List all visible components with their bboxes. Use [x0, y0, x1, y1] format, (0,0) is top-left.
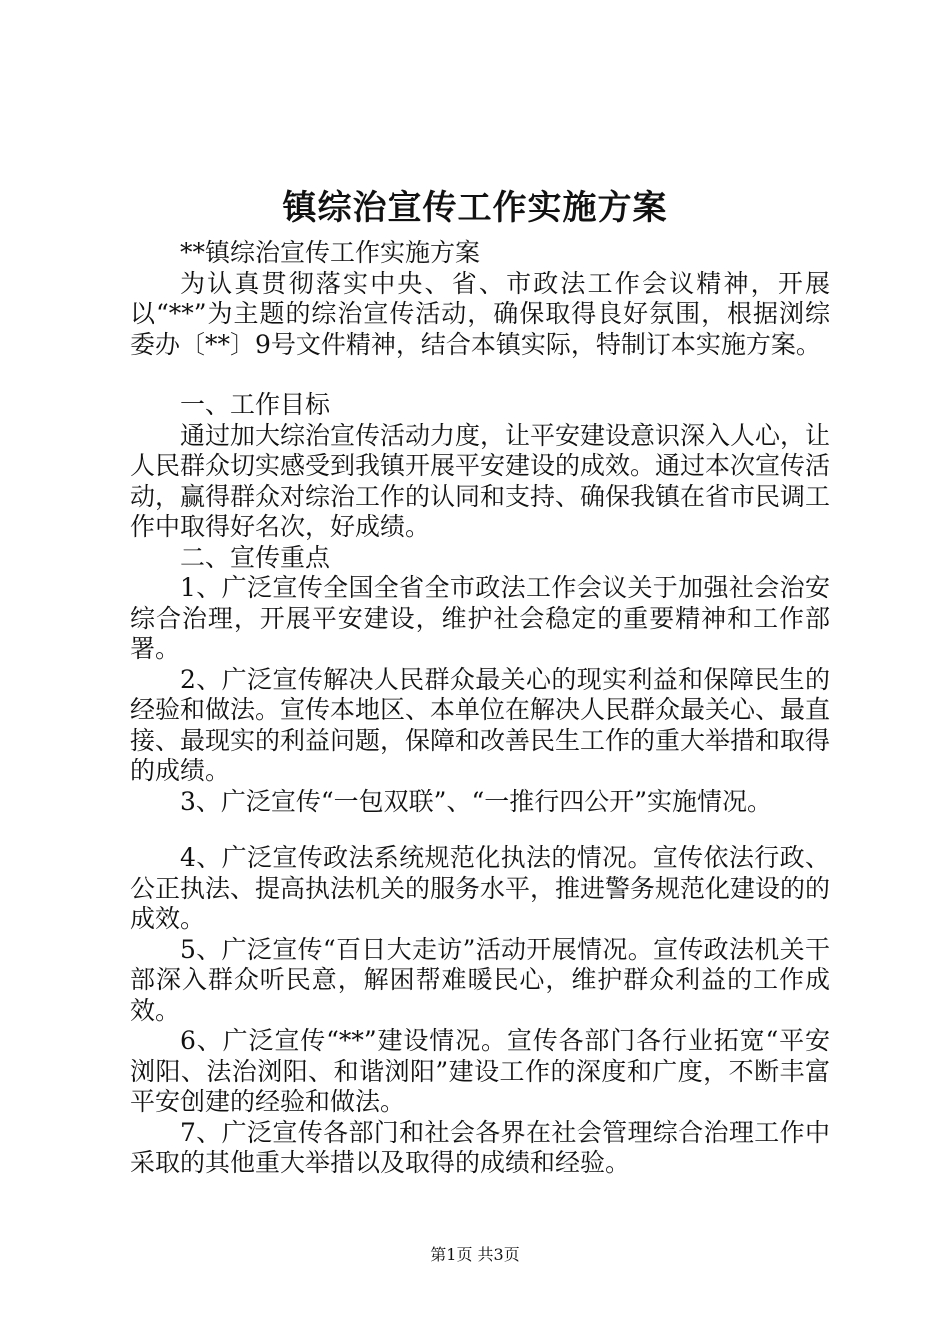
section-heading-goals: 一、工作目标: [180, 390, 331, 419]
page-number-footer: 第1页 共3页: [430, 1245, 520, 1264]
section-heading-focus: 二、宣传重点: [180, 542, 331, 572]
focus-item-4: 4、广泛宣传政法系统规范化执法的情况。宣传依法行政、公正执法、提高执法机关的服务水平，推进警务规范化建设的的成效。: [130, 843, 831, 933]
document-body: [130, 238, 830, 1179]
focus-item-2: 2、广泛宣传解决人民群众最关心的现实利益和保障民生的经验和做法。宣传本地区、本单位在解决人民群众最关心、最直接、最现实的利益问题，保障和改善民生工作的重大举措和取得的成绩。: [130, 664, 831, 785]
document-subtitle: **镇综治宣传工作实施方案: [180, 238, 481, 267]
focus-item-7: 7、广泛宣传各部门和社会各界在社会管理综合治理工作中采取的其他重大举措以及取得的成绩和经验。: [130, 1117, 830, 1177]
focus-item-5: 5、广泛宣传“百日大走访”活动开展情况。宣传政法机关干部深入群众听民意，解困帮难暖民心，维护群众利益的工作成效。: [130, 934, 830, 1025]
focus-item-6: 6、广泛宣传“**”建设情况。宣传各部门各行业拓宽“平安浏阳、法治浏阳、和谐浏阳”建设工作的深度和广度，不断丰富平安创建的经验和做法。: [130, 1026, 830, 1116]
intro-paragraph: 为认真贯彻落实中央、省、市政法工作会议精神，开展以“**”为主题的综治宣传活动，确保取得良好氛围，根据浏综委办〔**〕9号文件精神，结合本镇实际，特制订本实施方案。: [130, 268, 830, 359]
focus-item-1: 1、广泛宣传全国全省全市政法工作会议关于加强社会治安综合治理，开展平安建设，维护社会稳定的重要精神和工作部署。: [130, 573, 830, 663]
document-title: 镇综治宣传工作实施方案: [282, 188, 668, 228]
focus-item-3: 3、广泛宣传“一包双联”、“一推行四公开”实施情况。: [180, 786, 773, 816]
section-body-goals: 通过加大综治宣传活动力度，让平安建设意识深入人心，让人民群众切实感受到我镇开展平安建设的成效。通过本次宣传活动，赢得群众对综治工作的认同和支持、确保我镇在省市民调工作中取得好名次，好成绩。: [130, 420, 831, 541]
